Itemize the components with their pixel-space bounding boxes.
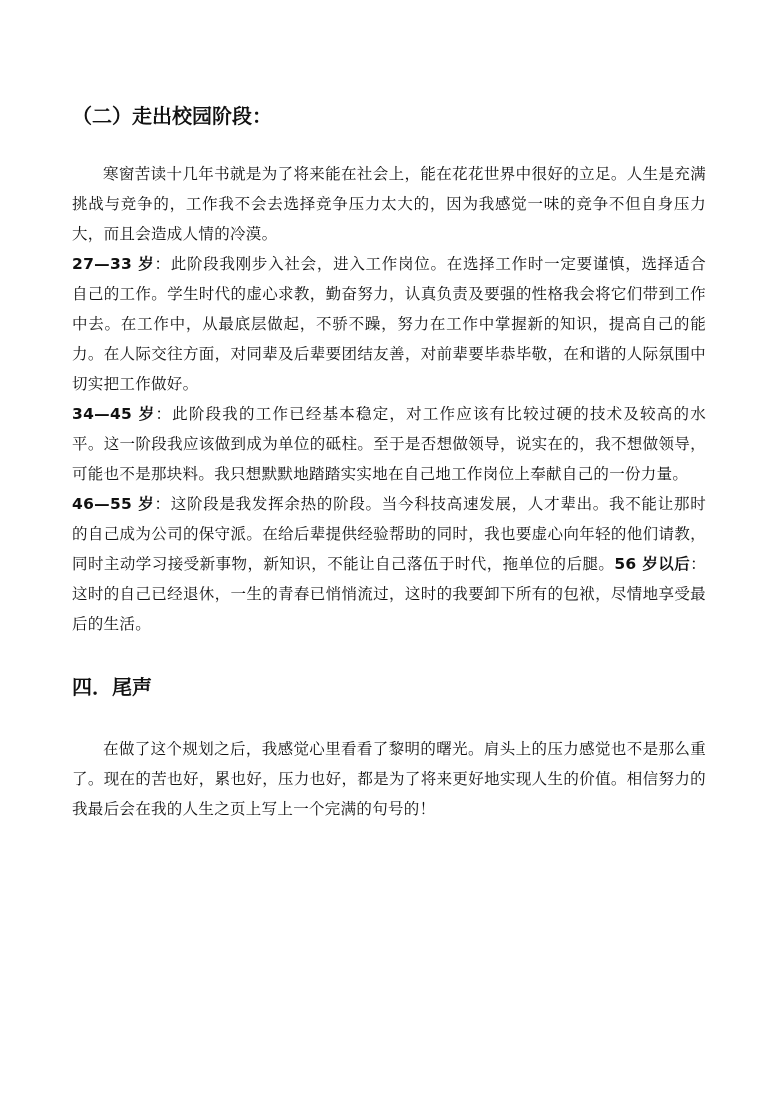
stage-label-after-56: 56 岁以后 [614, 555, 691, 573]
stage-paragraph-27-33 [72, 249, 706, 399]
stage-text: ：这阶段是我发挥余热的阶段。当今科技高速发展，人才辈出。我不能让那时的自己成为公司的保守派。在给后辈提供经验帮助的同时，我也要虚心向年轻的他们请教，同时主动学习接受新事物，新知识，不能让自己落伍于时代，拖单位的后腿。 [72, 495, 707, 573]
stage-label: 27—33 岁 [72, 255, 155, 273]
stage-paragraph-34-45 [72, 399, 706, 489]
stage-text: ：此阶段我刚步入社会，进入工作岗位。在选择工作时一定要谨慎，选择适合自己的工作。学生时代的虚心求教，勤奋努力，认真负责及要强的性格我会将它们带到工作中去。在工作中，从最底层做起，不骄不躁，努力在工作中掌握新的知识，提高自己的能力。在人际交往方面，对同辈及后辈要团结友善，对前辈要毕恭毕敬，在和谐的人际氛围中切实把工作做好。 [72, 255, 707, 393]
stage-paragraph-46-55 [72, 489, 706, 639]
epilogue-paragraph: 在做了这个规划之后，我感觉心里看看了黎明的曙光。肩头上的压力感觉也不是那么重了。现在的苦也好，累也好，压力也好，都是为了将来更好地实现人生的价值。相信努力的我最后会在我的人生之页上写上一个完满的句号的！ [72, 740, 706, 818]
section-epilogue-body [72, 734, 706, 824]
stage-label: 46—55 岁 [72, 495, 155, 513]
stage-text: ：此阶段我的工作已经基本稳定，对工作应该有比较过硬的技术及较高的水平。这一阶段我应该做到成为单位的砥柱。至于是否想做领导，说实在的，我不想做领导，可能也不是那块料。我只想默默地踏踏实实地在自己地工作岗位上奉献自己的一份力量。 [72, 405, 707, 483]
stage-text-after-56: ：这时的自己已经退休，一生的青春已悄悄流过，这时的我要卸下所有的包袱，尽情地享受最后的生活。 [72, 555, 706, 633]
section-heading-leaving-campus: （二）走出校园阶段： [72, 104, 272, 128]
section-leaving-campus-body [72, 159, 706, 639]
stage-label: 34—45 岁 [72, 405, 156, 423]
intro-paragraph: 寒窗苦读十几年书就是为了将来能在社会上，能在花花世界中很好的立足。人生是充满挑战与竞争的，工作我不会去选择竞争压力太大的，因为我感觉一味的竞争不但自身压力大，而且会造成人情的冷漠。 [72, 165, 706, 243]
section-heading-epilogue: 四．尾声 [72, 675, 152, 699]
